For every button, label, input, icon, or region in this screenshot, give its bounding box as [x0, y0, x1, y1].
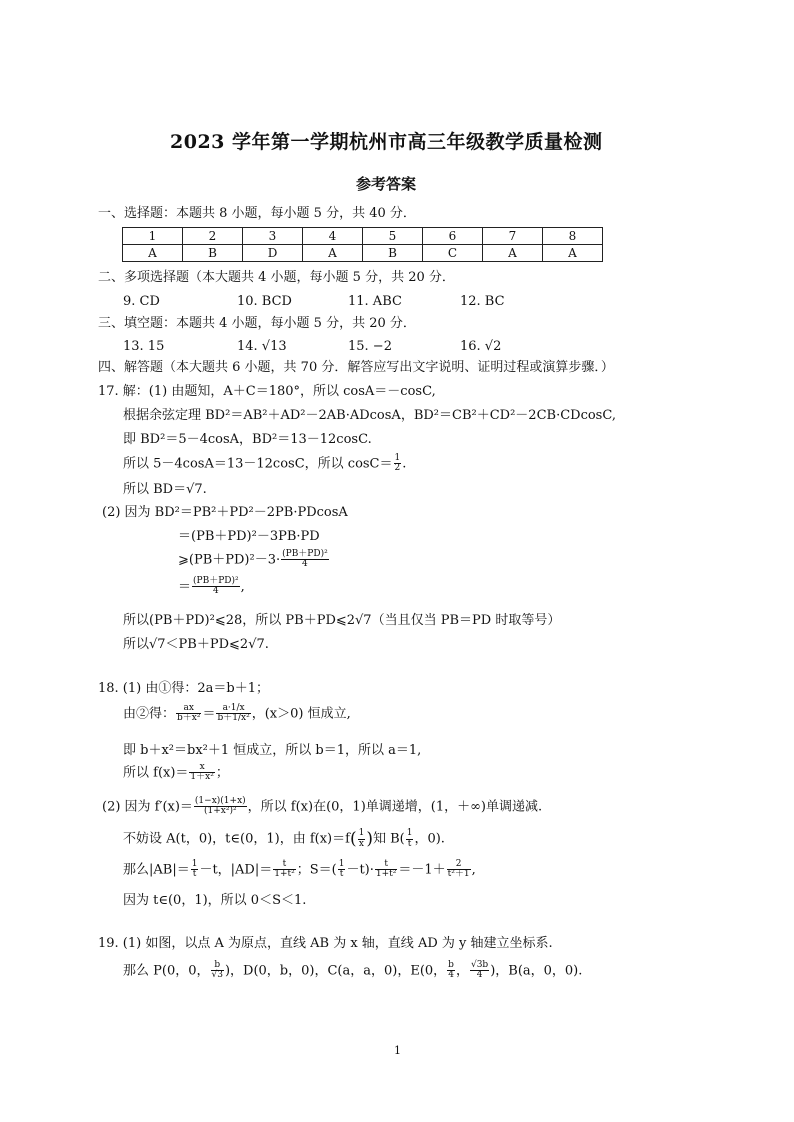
fraction: $\frac{1}{t}$	[406, 828, 413, 849]
answer-table	[122, 227, 603, 262]
fraction: $\frac{(1-x)(1+x)}{\text{(1+x²)²}}$	[194, 796, 246, 817]
fraction: $\frac{\text{(PB＋PD)²}}{4}$	[193, 576, 239, 597]
q17-line: 根据余弦定理 BD²＝AB²＋AD²－2AB·ADcosA，BD²＝CB²＋CD²－2CB·CDcosC,	[123, 408, 616, 423]
fill-in-answer: 15. −2	[348, 339, 392, 354]
fraction: $\frac{b}{√3}$	[211, 960, 223, 981]
q17-line: 17. 解：(1) 由题知，A＋C＝180°，所以 cosA＝－cosC,	[98, 384, 436, 399]
q18-line: 那么|AB|＝ $\frac{1}{t}$ －t，|AD|＝ $\frac{t}{\text{1+t²}}$ ；S＝( $\frac{1}{t}$ －t)· $\frac{t}{\text{1+t²}}$ ＝－1＋ $\frac{2}{\text{t²＋1}}$ ,	[123, 859, 476, 880]
question-number: 8	[543, 228, 603, 245]
question-number: 3	[243, 228, 303, 245]
q18-line: (2) 因为 f′(x)＝ $\frac{(1-x)(1+x)}{\text{(1+x²)²}}$ ，所以 f(x)在(0，1)单调递增，(1，＋∞)单调递减.	[102, 796, 543, 817]
section2-heading: 二、多项选择题（本大题共 4 小题，每小题 5 分，共 20 分．	[98, 270, 455, 285]
q17-line: ＝ $\frac{\text{(PB＋PD)²}}{4}$ ,	[178, 576, 245, 597]
fraction: $\frac{t}{\text{1+t²}}$	[274, 859, 295, 880]
page-number: 1	[394, 1044, 401, 1057]
question-number: 7	[483, 228, 543, 245]
fraction: $\frac{a\cdot 1/x}{\text{b＋1/x²}}$	[217, 703, 250, 724]
question-number: 5	[363, 228, 423, 245]
answer-table-number-row	[123, 228, 603, 245]
q17-line: 所以(PB＋PD)²⩽28，所以 PB＋PD⩽2√7（当且仅当 PB＝PD 时取等号）	[123, 613, 561, 628]
page-title: 2023 学年第一学期杭州市高三年级教学质量检测	[170, 131, 603, 153]
question-number: 2	[183, 228, 243, 245]
q18-line: 即 b＋x²＝bx²＋1 恒成立，所以 b＝1，所以 a＝1,	[123, 743, 422, 758]
q19-line: 19. (1) 如图，以点 A 为原点，直线 AB 为 x 轴，直线 AD 为 y 轴建立坐标系.	[98, 936, 553, 951]
q17-line: ⩾(PB＋PD)²－3· $\frac{\text{(PB＋PD)²}}{4}$	[178, 549, 328, 570]
fraction: $\frac{1}{t}$	[338, 859, 345, 880]
answer-cell: B	[183, 245, 243, 262]
answer-table-answer-row	[123, 245, 603, 262]
answer-cell: B	[363, 245, 423, 262]
q18-line: 不妨设 A(t，0)，t∈(0，1)，由 f(x)＝f( $\frac{1}{x}$ )知 B( $\frac{1}{t}$ ，0).	[123, 828, 445, 849]
section1-heading: 一、选择题：本题共 8 小题，每小题 5 分，共 40 分．	[98, 206, 416, 221]
q17-line: 所以 5－4cosA＝13－12cosC，所以 cosC＝ $\frac{1}{2}$ .	[123, 453, 407, 474]
question-number: 4	[303, 228, 363, 245]
section3-heading: 三、填空题：本题共 4 小题，每小题 5 分，共 20 分．	[98, 316, 416, 331]
q17-line: 即 BD²＝5－4cosA，BD²＝13－12cosC.	[123, 432, 372, 447]
fraction: $\frac{1}{x}$	[358, 828, 365, 849]
question-number: 6	[423, 228, 483, 245]
q18-line: 因为 t∈(0，1)，所以 0＜S＜1.	[123, 893, 307, 908]
fraction: $\frac{1}{2}$	[394, 453, 401, 474]
answer-cell: A	[483, 245, 543, 262]
q17-line: ＝(PB＋PD)²－3PB·PD	[178, 529, 320, 544]
answer-cell: A	[123, 245, 183, 262]
multi-choice-answer: 11. ABC	[348, 294, 402, 309]
answer-cell: C	[423, 245, 483, 262]
answer-cell: A	[543, 245, 603, 262]
multi-choice-answer: 9. CD	[123, 294, 160, 309]
fraction: $\frac{t}{\text{1+t²}}$	[375, 859, 397, 880]
q19-line: 那么 P(0，0， $\frac{b}{√3}$ )，D(0，b，0)，C(a，a，0)，E(0， $\frac{b}{4}$ ， $\frac{√3b}{4}$ )，B(a，0，0).	[123, 960, 583, 981]
fraction: $\frac{x}{\text{1＋x²}}$	[190, 762, 214, 783]
fraction: $\frac{ax}{\text{b＋x²}}$	[177, 703, 201, 724]
fraction: $\frac{\text{(PB＋PD)²}}{4}$	[282, 549, 328, 570]
multi-choice-answer: 12. BC	[460, 294, 505, 309]
fill-in-answer: 14. √13	[237, 339, 287, 354]
answer-cell: D	[243, 245, 303, 262]
q17-line: (2) 因为 BD²＝PB²＋PD²－2PB·PDcosA	[102, 505, 348, 520]
q18-line: 18. (1) 由①得：2a＝b＋1；	[98, 681, 269, 696]
fraction: $\frac{2}{\text{t²＋1}}$	[447, 859, 470, 880]
section4-heading: 四、解答题（本大题共 6 小题，共 70 分．解答应写出文字说明、证明过程或演算步骤．）	[98, 360, 614, 375]
question-number: 1	[123, 228, 183, 245]
q17-line: 所以√7＜PB＋PD⩽2√7.	[123, 637, 269, 652]
fraction: $\frac{√3b}{4}$	[470, 960, 489, 981]
q18-line: 由②得： $\frac{ax}{\text{b＋x²}}$ ＝ $\frac{a\cdot 1/x}{\text{b＋1/x²}}$ ，(x＞0) 恒成立,	[123, 703, 351, 724]
q17-line: 所以 BD＝√7.	[123, 482, 207, 497]
fill-in-answer: 13. 15	[123, 339, 165, 354]
answer-cell: A	[303, 245, 363, 262]
fill-in-answer: 16. √2	[460, 339, 502, 354]
fraction: $\frac{1}{t}$	[191, 859, 198, 880]
multi-choice-answer: 10. BCD	[237, 294, 292, 309]
q18-line: 所以 f(x)＝ $\frac{x}{\text{1＋x²}}$ ；	[123, 762, 229, 783]
page-subtitle: 参考答案	[356, 175, 417, 193]
fraction: $\frac{b}{4}$	[448, 960, 454, 981]
